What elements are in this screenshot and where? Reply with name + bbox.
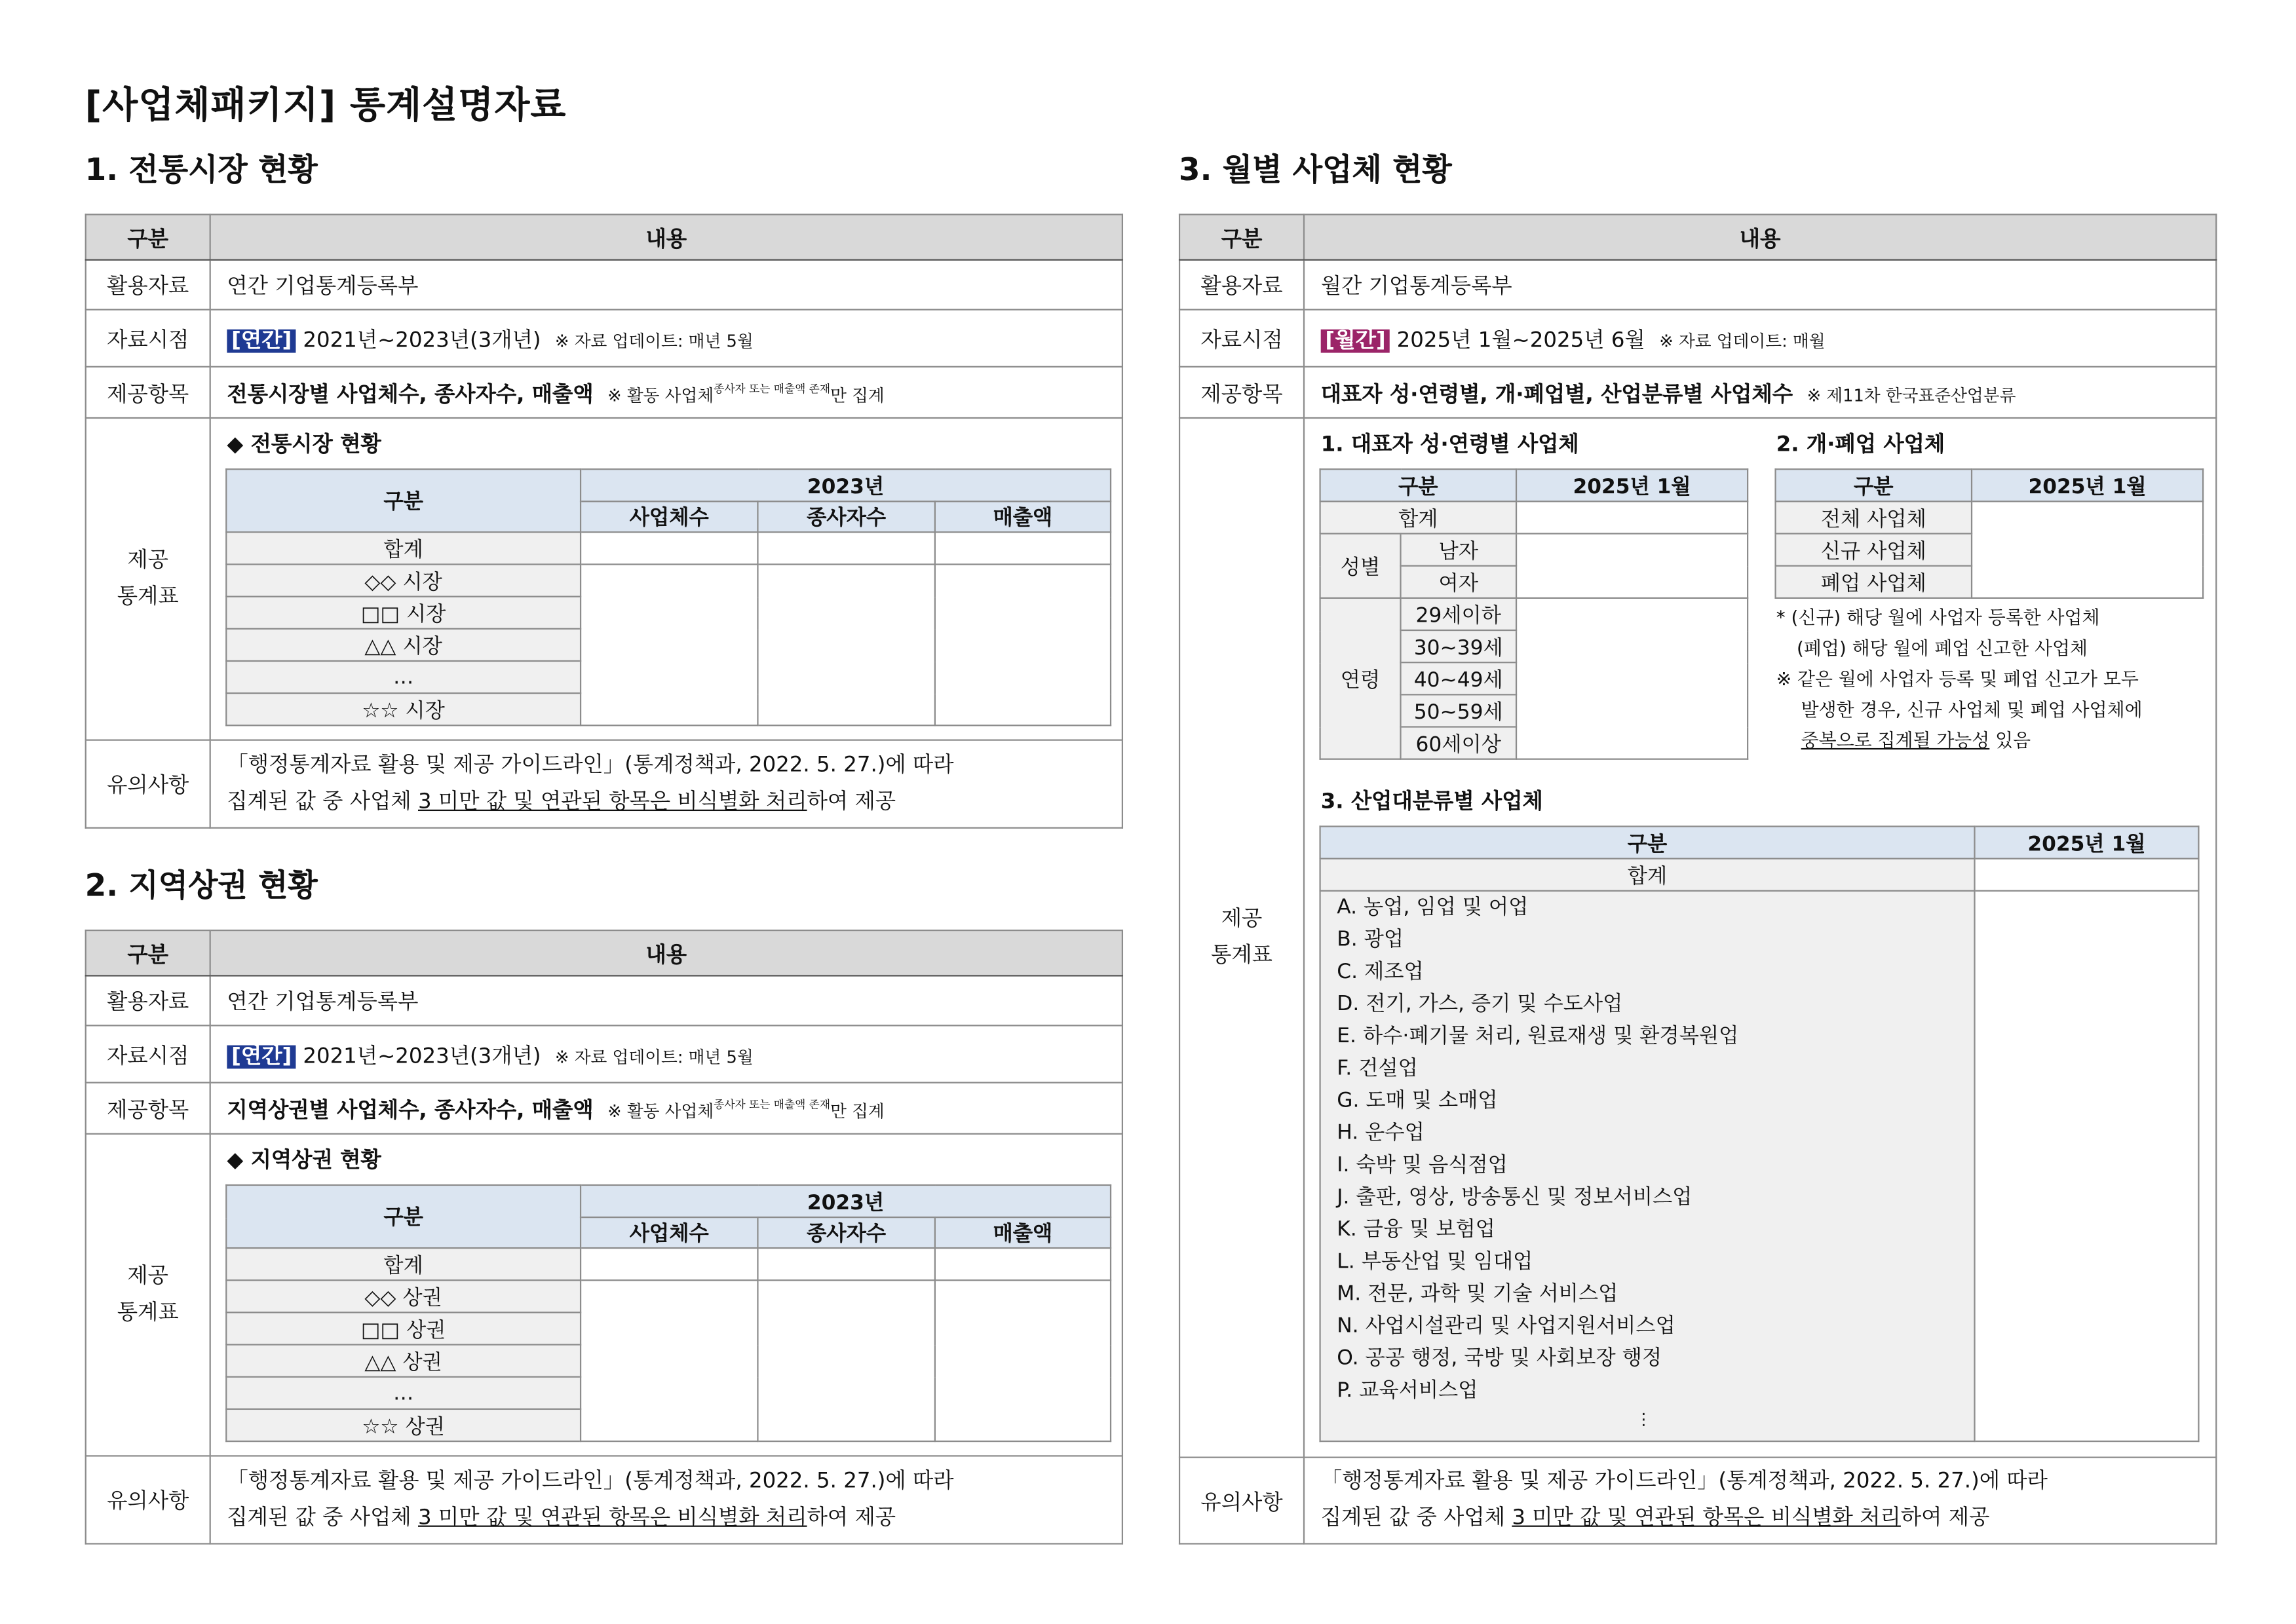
dt-data-col [935,1280,1111,1441]
header-gubun: 구분 [1179,214,1304,259]
t1-title: 1. 대표자 성·연령별 사업체 [1320,433,1579,457]
dt-row-label: △△ 상권 [226,1345,581,1377]
mt-metric-1: 사업체수 [581,501,757,532]
t1-age-item: 50~59세 [1400,694,1516,727]
industry-list [1337,892,1738,1407]
stats-cell [210,1134,1122,1456]
mt-row-label: … [226,661,581,693]
t1-total-cell [1516,501,1748,533]
t3-total: 합계 [1320,859,1975,891]
value-caution [1304,1458,2216,1544]
t1-age-cell [1516,598,1748,759]
industry-item: D. 전기, 가스, 증기 및 수도사업 [1337,992,1623,1016]
industry-item: B. 광업 [1337,928,1404,952]
section1-title: 1. 전통시장 현황 [85,152,318,188]
t2-row-label: 폐업 사업체 [1776,566,1972,598]
dt-row-label: □□ 상권 [226,1312,581,1344]
dt-row-label: ☆☆ 상권 [226,1409,581,1441]
industry-item: P. 교육서비스업 [1337,1379,1478,1403]
period-tag: [연간] [227,1044,296,1068]
dt-metric-1: 사업체수 [581,1217,757,1248]
industry-item: F. 건설업 [1337,1057,1418,1081]
t2-note-4: 발생한 경우, 신규 사업체 및 폐업 사업체에 [1801,698,2143,721]
caution-line2 [1321,1501,2200,1538]
stats-title: ◆ 지역상권 현황 [227,1149,381,1173]
owner-sex-age-table [1319,468,1748,760]
mt-gubun: 구분 [226,469,581,532]
period-text: 2021년~2023년(3개년) [303,328,541,352]
label-stats: 제공 통계표 [86,418,210,740]
caution-pre: 집계된 값 중 사업체 [227,789,419,814]
t1-age-item: 40~49세 [1400,662,1516,694]
caution-post: 하여 제공 [807,789,896,814]
mt-metric-2: 종사자수 [757,501,934,532]
t3-month: 2025년 1월 [1974,826,2198,858]
mt-row-label: △△ 시장 [226,629,581,661]
mt-row-label: ◇◇ 시장 [226,564,581,596]
period-note: ※ 자료 업데이트: 매월 [1659,330,1826,351]
dt-total-cell [935,1248,1111,1280]
open-close-table [1774,468,2204,599]
caution-underlined: 3 미만 값 및 연관된 항목은 비식별화 처리 [418,1505,807,1530]
items-bold: 전통시장별 사업체수, 종사자수, 매출액 [227,383,594,407]
label-items: 제공항목 [86,367,210,418]
industry-item: M. 전문, 과학 및 기술 서비스업 [1337,1282,1618,1306]
caution-pre: 집계된 값 중 사업체 [227,1505,419,1530]
t2-note-1: * (신규) 해당 월에 사업자 등록한 사업체 [1776,606,2100,628]
label-stats: 제공 통계표 [1179,418,1304,1458]
t2-row-label: 신규 사업체 [1776,534,1972,566]
caution-underlined: 3 미만 값 및 연관된 항목은 비식별화 처리 [1512,1506,1901,1530]
dt-year: 2023년 [581,1185,1111,1217]
items-note-sup: 종사자 또는 매출액 존재 [714,1097,831,1111]
mt-total-cell [935,532,1111,564]
stats-title: ◆ 전통시장 현황 [227,433,381,457]
mt-data-col [757,564,934,725]
items-note [607,381,885,405]
mt-total-cell [581,532,757,564]
industry-item: J. 출판, 영상, 방송통신 및 정보서비스업 [1337,1186,1693,1209]
t1-age-label: 연령 [1320,598,1401,759]
document-title: [사업체패키지] 통계설명자료 [85,83,567,126]
dt-row-label: ◇◇ 상권 [226,1280,581,1312]
label-items: 제공항목 [1179,367,1304,418]
t3-gubun: 구분 [1320,826,1975,858]
t3-data-col [1974,891,2198,1441]
period-note: ※ 자료 업데이트: 매년 5월 [555,330,754,351]
label-period: 자료시점 [86,1025,210,1082]
items-note-post: 만 집계 [830,384,885,405]
dt-gubun: 구분 [226,1185,581,1248]
t2-data-col [1972,501,2203,597]
t2-month: 2025년 1월 [1972,469,2203,501]
value-period [210,310,1122,367]
industry-item: G. 도매 및 소매업 [1337,1089,1498,1113]
caution-line1: 「행정통계자료 활용 및 제공 가이드라인」(통계정책과, 2022. 5. 27.)에 따라 [1320,1469,2048,1494]
t1-age-item: 60세이상 [1400,727,1516,759]
t2-note-5 [1776,725,2143,755]
mt-year: 2023년 [581,469,1111,501]
value-source: 연간 기업통계등록부 [210,975,1122,1025]
label-source: 활용자료 [86,975,210,1025]
t2-note-5-post: 있음 [1989,728,2031,751]
industry-more: ⋮ [1636,1410,1652,1429]
items-bold: 지역상권별 사업체수, 종사자수, 매출액 [227,1099,594,1122]
t1-total: 합계 [1320,501,1516,533]
period-tag: [월간] [1321,329,1390,352]
value-caution [210,1456,1122,1543]
items-note-sup: 종사자 또는 매출액 존재 [714,381,831,395]
label-items: 제공항목 [86,1083,210,1134]
value-source: 연간 기업통계등록부 [210,260,1122,310]
t1-age-item: 30~39세 [1400,630,1516,662]
mt-row-label: □□ 시장 [226,597,581,629]
header-gubun: 구분 [86,214,210,259]
dt-data-col [757,1280,934,1441]
t1-month: 2025년 1월 [1516,469,1748,501]
mt-total-cell [757,532,934,564]
header-content: 내용 [1304,214,2216,259]
items-note: ※ 제11차 한국표준산업분류 [1807,384,2016,405]
t2-row-label: 전체 사업체 [1776,501,1972,533]
label-source: 활용자료 [86,260,210,310]
dt-total: 합계 [226,1248,581,1280]
label-stats: 제공 통계표 [86,1134,210,1456]
header-gubun: 구분 [86,930,210,975]
section3-title: 3. 월별 사업체 현황 [1178,152,1452,188]
label-caution: 유의사항 [86,740,210,828]
industry-item: C. 제조업 [1337,960,1424,984]
dt-metric-2: 종사자수 [757,1217,934,1248]
industry-item: L. 부동산업 및 임대업 [1337,1250,1533,1274]
t1-sex-item: 여자 [1400,566,1516,598]
mt-data-col [581,564,757,725]
period-note: ※ 자료 업데이트: 매년 5월 [555,1046,754,1067]
section3-table [1179,214,2217,1544]
industry-item: I. 숙박 및 음식점업 [1337,1153,1508,1177]
caution-line2 [227,1500,1105,1536]
t2-gubun: 구분 [1776,469,1972,501]
industry-item: A. 농업, 임업 및 어업 [1337,896,1529,920]
value-caution [210,740,1122,828]
industry-item: K. 금융 및 보험업 [1337,1218,1495,1242]
t1-sex-item: 남자 [1400,534,1516,566]
district-table [225,1184,1111,1442]
value-items [210,367,1122,418]
dt-total-cell [581,1248,757,1280]
dt-row-label: … [226,1377,581,1409]
t2-note-5-underlined: 중복으로 집계될 가능성 [1801,728,1990,751]
section2-title: 2. 지역상권 현황 [85,868,318,903]
label-source: 활용자료 [1179,260,1304,310]
section2-table [85,930,1123,1545]
t1-gubun: 구분 [1320,469,1516,501]
mt-total: 합계 [226,532,581,564]
t3-total-cell [1974,859,2198,891]
caution-line2 [227,784,1105,821]
period-tag: [연간] [227,329,296,352]
caution-post: 하여 제공 [1900,1506,1990,1530]
t3-title: 3. 산업대분류별 사업체 [1320,790,1543,814]
dt-total-cell [757,1248,934,1280]
industry-item: E. 하수·폐기물 처리, 원료재생 및 환경복원업 [1337,1025,1739,1049]
market-table [225,468,1111,726]
period-text: 2025년 1월~2025년 6월 [1396,328,1645,352]
header-content: 내용 [210,930,1122,975]
t2-note-2: (폐업) 해당 월에 폐업 신고한 사업체 [1796,637,2088,659]
t1-sex-label: 성별 [1320,534,1401,598]
dt-metric-3: 매출액 [935,1217,1111,1248]
t1-age-item: 29세이하 [1400,598,1516,630]
t2-note-3: ※ 같은 월에 사업자 등록 및 폐업 신고가 모두 [1776,668,2139,690]
header-content: 내용 [210,214,1122,259]
mt-data-col [935,564,1111,725]
stats-cell [210,418,1122,740]
industry-item: H. 운수업 [1337,1121,1425,1145]
label-period: 자료시점 [1179,310,1304,367]
caution-line1: 「행정통계자료 활용 및 제공 가이드라인」(통계정책과, 2022. 5. 27.)에 따라 [227,753,954,777]
label-period: 자료시점 [86,310,210,367]
value-period [1304,310,2216,367]
caution-line1: 「행정통계자료 활용 및 제공 가이드라인」(통계정책과, 2022. 5. 27.)에 따라 [227,1469,954,1493]
label-caution: 유의사항 [86,1456,210,1543]
stats-cell [1304,418,2216,1458]
mt-metric-3: 매출액 [935,501,1111,532]
caution-pre: 집계된 값 중 사업체 [1320,1506,1512,1530]
value-source: 월간 기업통계등록부 [1304,260,2216,310]
label-caution: 유의사항 [1179,1458,1304,1544]
dt-data-col [581,1280,757,1441]
industry-item: O. 공공 행정, 국방 및 사회보장 행정 [1337,1346,1662,1370]
caution-post: 하여 제공 [807,1505,896,1530]
value-items [210,1083,1122,1134]
items-note-pre: ※ 활동 사업체 [607,1100,714,1121]
industry-item: N. 사업시설관리 및 사업지원서비스업 [1337,1314,1675,1338]
items-note-post: 만 집계 [830,1100,885,1121]
caution-underlined: 3 미만 값 및 연관된 항목은 비식별화 처리 [418,789,807,814]
value-period [210,1025,1122,1082]
t2-title: 2. 개·폐업 사업체 [1776,433,1945,457]
items-bold: 대표자 성·연령별, 개·폐업별, 산업분류별 사업체수 [1320,383,1793,407]
value-items [1304,367,2216,418]
period-text: 2021년~2023년(3개년) [303,1044,541,1068]
t2-notes [1776,601,2143,755]
t1-sex-cell [1516,534,1748,598]
items-note-pre: ※ 활동 사업체 [607,384,714,405]
items-note [607,1097,885,1121]
mt-row-label: ☆☆ 시장 [226,693,581,725]
section1-table [85,214,1123,829]
